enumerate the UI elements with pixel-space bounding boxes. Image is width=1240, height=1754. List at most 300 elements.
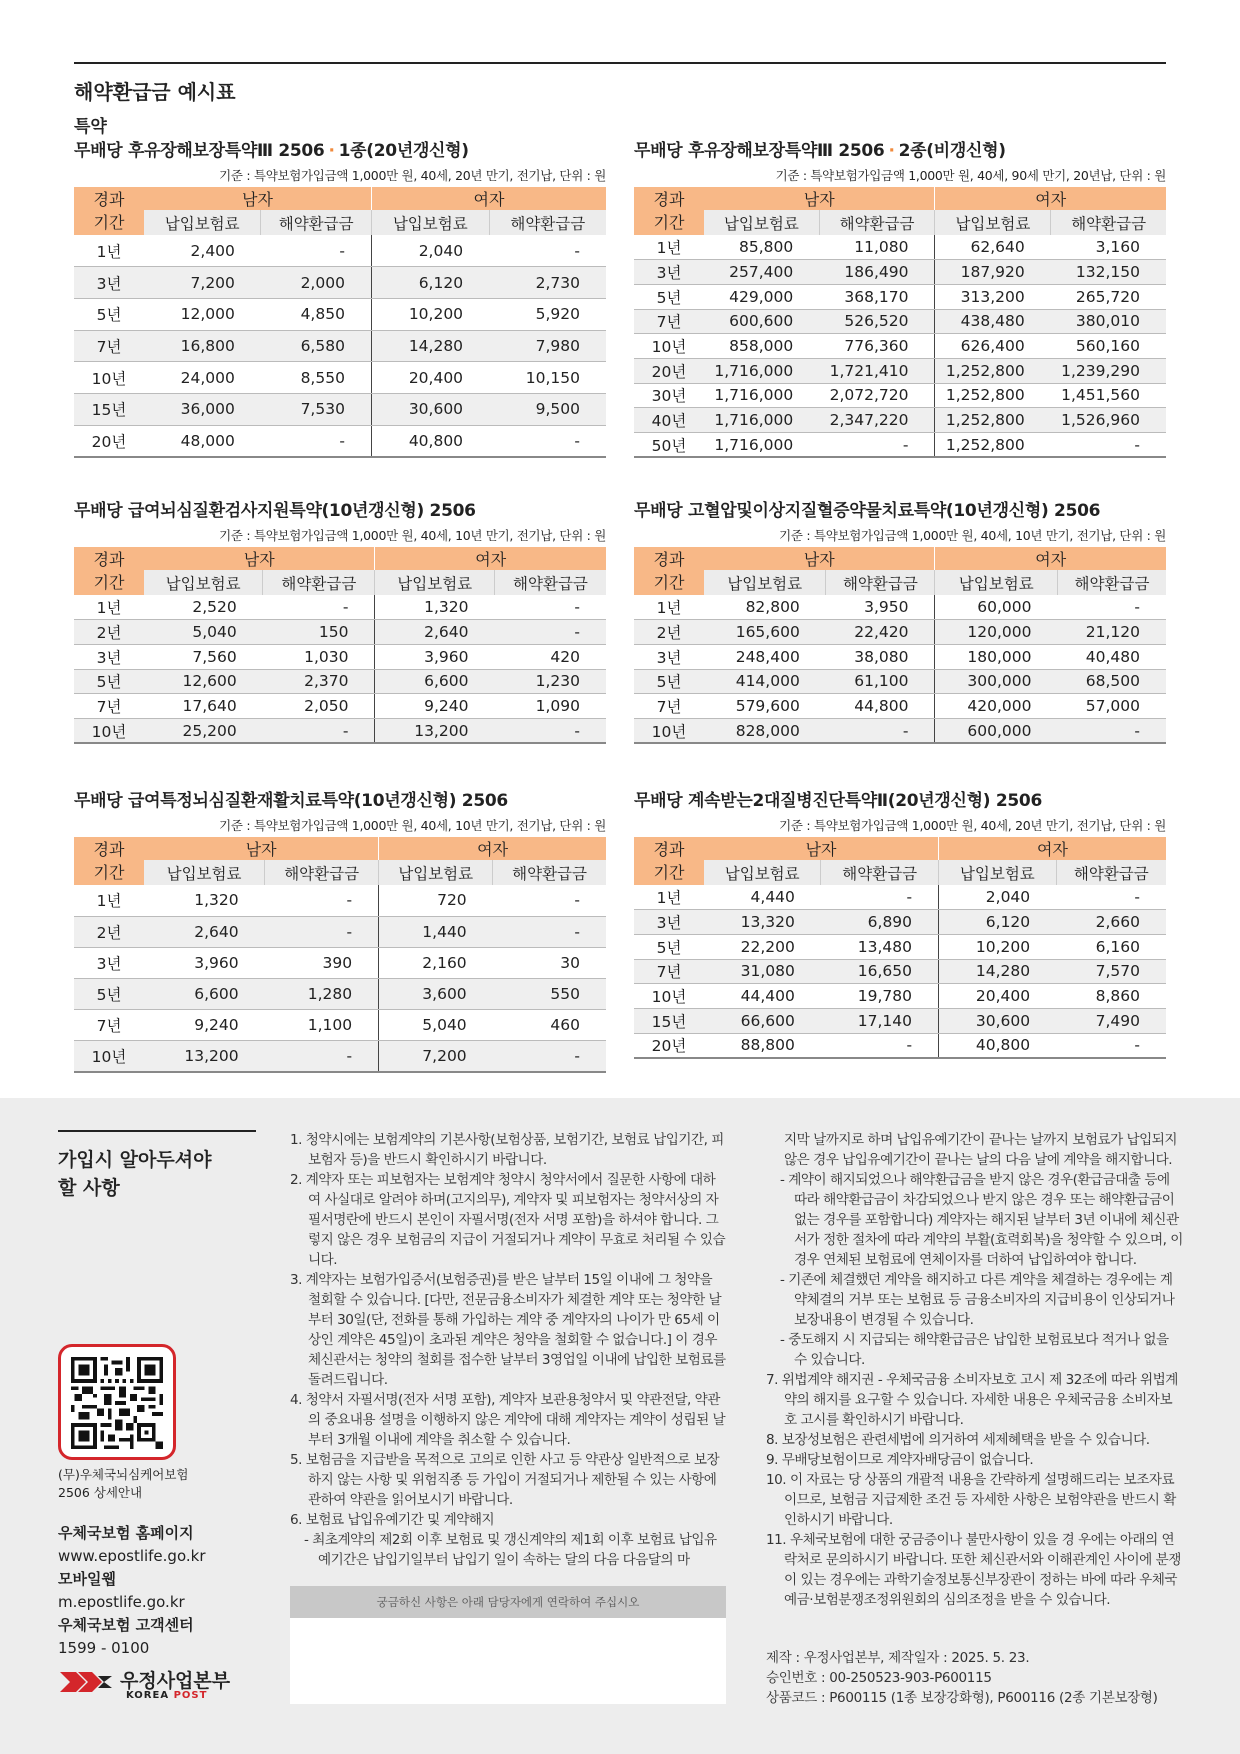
- refund-header: 해약환급금: [821, 860, 939, 885]
- female-premium-cell: 120,000: [935, 620, 1058, 645]
- period-cell: 3년: [74, 947, 144, 978]
- female-refund-cell: 7,490: [1056, 1008, 1166, 1033]
- notice-item: 6. 보험료 납입유예기간 및 계약해지: [290, 1512, 495, 1528]
- qr-code-icon: [71, 1357, 163, 1449]
- female-refund-cell: -: [493, 1041, 606, 1072]
- table-row: [634, 383, 1166, 408]
- period-cell: 20년: [634, 1033, 704, 1058]
- period-cell: 1년: [634, 235, 704, 260]
- refund-table-block: [634, 136, 1166, 458]
- table-row: [634, 959, 1166, 984]
- notice-item: 2. 계약자 또는 피보험자는 보험계약 청약시 청약서에서 질문한 사항에 대하여 사실대로 알려야 하며(고지의무), 계약자 및 피보험자는 청약서상의 자필서명란에 반드시 본인이 자필서명(전자 서명 포함)을 하셔야 합니다. 그렇지 않은 경우 보험금의 지급이 거절되거나 계약이 무효로 처리될 수 있습니다.: [290, 1172, 726, 1268]
- period-cell: 7년: [74, 330, 144, 362]
- table-basis: 기준 : 특약보험가입금액 1,000만 원, 40세, 20년 만기, 전기납, 단위 : 원: [219, 168, 606, 183]
- notice-item: 8. 보장성보험은 관련세법에 의거하여 세제혜택을 받을 수 있습니다.: [766, 1432, 1150, 1448]
- male-refund-cell: -: [265, 885, 379, 916]
- male-header: 남자: [144, 187, 371, 210]
- table-row: [634, 620, 1166, 645]
- female-premium-cell: 300,000: [935, 669, 1058, 694]
- male-refund-cell: -: [819, 433, 935, 458]
- table-row: [74, 595, 606, 620]
- period-cell: 10년: [634, 718, 704, 743]
- table-row: [74, 267, 606, 299]
- refund-header: 해약환급금: [265, 860, 379, 885]
- male-refund-cell: 38,080: [826, 644, 935, 669]
- notice-item: 9. 무배당보험이므로 계약자배당금이 없습니다.: [766, 1452, 1034, 1468]
- male-premium-cell: 2,520: [144, 595, 263, 620]
- male-refund-cell: -: [826, 718, 935, 743]
- homepage-link[interactable]: www.epostlife.go.kr: [58, 1547, 206, 1565]
- male-premium-cell: 24,000: [144, 362, 261, 394]
- notice-title-line-1: 가입시 알아두셔야: [58, 1149, 212, 1171]
- table-row: [74, 620, 606, 645]
- refund-header: 해약환급금: [263, 570, 375, 595]
- male-refund-cell: 1,280: [265, 979, 379, 1010]
- period-cell: 10년: [634, 334, 704, 359]
- male-header: 남자: [704, 547, 935, 570]
- refund-header: 해약환급금: [493, 860, 606, 885]
- logo-english: KOREA POST: [126, 1690, 208, 1701]
- male-premium-cell: 4,440: [704, 885, 821, 910]
- female-premium-cell: 1,252,800: [935, 408, 1051, 433]
- period-cell: 5년: [634, 284, 704, 309]
- table-row: [634, 260, 1166, 285]
- period-cell: 7년: [74, 694, 144, 719]
- premium-header: 납입보험료: [379, 860, 493, 885]
- male-premium-cell: 82,800: [704, 595, 826, 620]
- table-row: [634, 595, 1166, 620]
- notice-list-left: [290, 1130, 726, 1570]
- female-premium-cell: 2,040: [939, 885, 1057, 910]
- refund-table: [74, 547, 606, 744]
- period-cell: 1년: [74, 235, 144, 267]
- period-cell: 1년: [74, 595, 144, 620]
- notice-item: 지막 날까지로 하며 납입유예기간이 끝나는 날까지 보험료가 납입되지 않은 경우 납입유예기간이 끝나는 날의 다음 날에 계약을 해지합니다.: [784, 1132, 1178, 1168]
- period-cell: 7년: [634, 694, 704, 719]
- female-refund-cell: 460: [493, 1010, 606, 1041]
- notice-item: 1. 청약시에는 보험계약의 기본사항(보험상품, 보험기간, 보험료 납입기간, 피보험자 등)을 반드시 확인하시기 바랍니다.: [290, 1132, 724, 1168]
- refund-table-block: [74, 496, 606, 744]
- male-premium-cell: 5,040: [144, 620, 263, 645]
- female-premium-cell: 626,400: [935, 334, 1051, 359]
- notice-item: - 계약이 해지되었으나 해약환급금을 받지 않은 경우(환급금대출 등에 따라 해약환급금이 차감되었으나 받지 않은 경우 또는 해약환급금이 없는 경우를 포함합니다) 계약자는 해지된 날부터 3년 이내에 체신관서가 정한 절차에 따라 계약의 부활(효력회복)을 청약할 수 있으며, 이 경우 연체된 보험료에 연체이자를 더하여 납입하여야 합니다.: [780, 1172, 1183, 1268]
- logo-korean: 우정사업본부: [120, 1670, 231, 1692]
- female-premium-cell: 6,120: [371, 267, 489, 299]
- period-cell: 2년: [74, 916, 144, 947]
- table-row: [634, 334, 1166, 359]
- female-premium-cell: 10,200: [371, 298, 489, 330]
- male-refund-cell: 44,800: [826, 694, 935, 719]
- period-header: 경과 기간: [74, 837, 144, 885]
- table-title: 무배당 급여특정뇌심질환재활치료특약(10년갱신형) 2506: [74, 791, 508, 811]
- table-row: [634, 1033, 1166, 1058]
- male-refund-cell: 526,520: [819, 309, 935, 334]
- female-premium-cell: 10,200: [939, 934, 1057, 959]
- period-cell: 1년: [634, 885, 704, 910]
- female-header: 여자: [935, 547, 1166, 570]
- notice-item: 11. 우체국보험에 대한 궁금증이나 불만사항이 있을 경 우에는 아래의 연락처로 문의하시기 바랍니다. 또한 체신관서와 이해관계인 사이에 분쟁이 있는 경우에는 과학기술정보통신부장관이 정하는 바에 따라 우체국예금·보험분쟁조정위원회의 심의조정을 받을 수 있습니다.: [766, 1532, 1181, 1608]
- female-refund-cell: 265,720: [1051, 284, 1166, 309]
- female-refund-cell: -: [1051, 433, 1166, 458]
- male-premium-cell: 414,000: [704, 669, 826, 694]
- female-premium-cell: 40,800: [939, 1033, 1057, 1058]
- male-refund-cell: 8,550: [261, 362, 372, 394]
- female-premium-cell: 1,252,800: [935, 383, 1051, 408]
- male-premium-cell: 66,600: [704, 1008, 821, 1033]
- female-premium-cell: 14,280: [371, 330, 489, 362]
- male-premium-cell: 36,000: [144, 393, 261, 425]
- period-header: 경과 기간: [634, 837, 704, 885]
- female-refund-cell: -: [493, 885, 606, 916]
- male-refund-cell: 2,050: [263, 694, 375, 719]
- premium-header: 납입보험료: [935, 570, 1058, 595]
- female-header: 여자: [371, 187, 606, 210]
- refund-header: 해약환급금: [1051, 210, 1166, 235]
- mobile-label: 모바일웹: [58, 1570, 116, 1588]
- notice-item: 10. 이 자료는 당 상품의 개괄적 내용을 간략하게 설명해드리는 보조자료 이므로, 보험금 지급제한 조건 등 자세한 사항은 보험약관을 반드시 확인하시기 바랍니다.: [766, 1472, 1176, 1528]
- period-cell: 3년: [634, 910, 704, 935]
- table-row: [74, 362, 606, 394]
- refund-table-block: [74, 786, 606, 1073]
- female-refund-cell: 1,526,960: [1051, 408, 1166, 433]
- period-cell: 1년: [634, 595, 704, 620]
- korea-post-logo-icon: [58, 1668, 114, 1702]
- female-premium-cell: 313,200: [935, 284, 1051, 309]
- korea-post-logo: [58, 1666, 278, 1706]
- table-basis: 기준 : 특약보험가입금액 1,000만 원, 40세, 90세 만기, 20년납, 단위 : 원: [775, 168, 1166, 183]
- period-header: 경과 기간: [634, 187, 704, 235]
- period-cell: 3년: [74, 267, 144, 299]
- male-premium-cell: 6,600: [144, 979, 265, 1010]
- male-premium-cell: 1,716,000: [704, 433, 819, 458]
- period-cell: 2년: [74, 620, 144, 645]
- male-header: 남자: [704, 837, 939, 860]
- table-row: [634, 309, 1166, 334]
- female-refund-cell: 57,000: [1057, 694, 1166, 719]
- premium-header: 납입보험료: [935, 210, 1051, 235]
- male-refund-cell: -: [263, 595, 375, 620]
- period-cell: 5년: [634, 934, 704, 959]
- female-refund-cell: 2,730: [489, 267, 606, 299]
- period-cell: 3년: [634, 644, 704, 669]
- female-premium-cell: 187,920: [935, 260, 1051, 285]
- inquiry-box: [290, 1586, 726, 1704]
- period-cell: 20년: [74, 425, 144, 457]
- period-cell: 7년: [74, 1010, 144, 1041]
- female-premium-cell: 30,600: [371, 393, 489, 425]
- female-refund-cell: -: [494, 620, 606, 645]
- male-premium-cell: 1,716,000: [704, 408, 819, 433]
- male-premium-cell: 858,000: [704, 334, 819, 359]
- male-header: 남자: [144, 547, 375, 570]
- female-refund-cell: -: [489, 425, 606, 457]
- table-title: 무배당 계속받는2대질병진단특약Ⅱ(20년갱신형) 2506: [634, 791, 1042, 811]
- male-refund-cell: 186,490: [819, 260, 935, 285]
- table-row: [634, 885, 1166, 910]
- table-title: 무배당 급여뇌심질환검사지원특약(10년갱신형) 2506: [74, 501, 476, 521]
- male-refund-cell: 22,420: [826, 620, 935, 645]
- period-cell: 1년: [74, 885, 144, 916]
- male-refund-cell: -: [265, 916, 379, 947]
- male-premium-cell: 257,400: [704, 260, 819, 285]
- male-premium-cell: 248,400: [704, 644, 826, 669]
- period-cell: 5년: [74, 669, 144, 694]
- refund-header: 해약환급금: [1056, 860, 1166, 885]
- approval-number: 승인번호 : 00-250523-903-P600115: [766, 1670, 992, 1686]
- female-refund-cell: 2,660: [1056, 910, 1166, 935]
- male-refund-cell: 2,347,220: [819, 408, 935, 433]
- male-refund-cell: 19,780: [821, 984, 939, 1009]
- table-row: [74, 669, 606, 694]
- male-refund-cell: 1,100: [265, 1010, 379, 1041]
- premium-header: 납입보험료: [704, 570, 826, 595]
- male-refund-cell: 13,480: [821, 934, 939, 959]
- inquiry-header: 궁금하신 사항은 아래 담당자에게 연락하여 주십시오: [290, 1586, 726, 1618]
- refund-header: 해약환급금: [494, 570, 606, 595]
- female-refund-cell: 1,090: [494, 694, 606, 719]
- table-title: 무배당 고혈압및이상지질혈증약물치료특약(10년갱신형) 2506: [634, 501, 1101, 521]
- female-premium-cell: 2,160: [379, 947, 493, 978]
- male-refund-cell: 2,072,720: [819, 383, 935, 408]
- table-row: [74, 947, 606, 978]
- refund-table-block: [74, 136, 606, 458]
- male-premium-cell: 1,716,000: [704, 383, 819, 408]
- period-cell: 50년: [634, 433, 704, 458]
- male-premium-cell: 7,560: [144, 644, 263, 669]
- period-cell: 10년: [74, 1041, 144, 1072]
- female-refund-cell: 7,980: [489, 330, 606, 362]
- male-premium-cell: 1,320: [144, 885, 265, 916]
- male-premium-cell: 12,600: [144, 669, 263, 694]
- table-row: [74, 330, 606, 362]
- female-premium-cell: 14,280: [939, 959, 1057, 984]
- premium-header: 납입보험료: [144, 570, 263, 595]
- female-premium-cell: 3,600: [379, 979, 493, 1010]
- table-row: [74, 1041, 606, 1072]
- female-refund-cell: 380,010: [1051, 309, 1166, 334]
- male-refund-cell: -: [265, 1041, 379, 1072]
- male-premium-cell: 2,400: [144, 235, 261, 267]
- refund-table: [74, 837, 606, 1073]
- male-refund-cell: -: [821, 1033, 939, 1058]
- period-cell: 15년: [634, 1008, 704, 1033]
- female-refund-cell: 1,230: [494, 669, 606, 694]
- table-row: [634, 644, 1166, 669]
- female-refund-cell: 1,451,560: [1051, 383, 1166, 408]
- male-refund-cell: -: [261, 235, 372, 267]
- female-premium-cell: 30,600: [939, 1008, 1057, 1033]
- table-row: [634, 984, 1166, 1009]
- table-row: [634, 1008, 1166, 1033]
- female-refund-cell: -: [1057, 718, 1166, 743]
- male-premium-cell: 429,000: [704, 284, 819, 309]
- top-rule: [74, 62, 1166, 64]
- female-refund-cell: 550: [493, 979, 606, 1010]
- premium-header: 납입보험료: [704, 860, 821, 885]
- male-refund-cell: 16,650: [821, 959, 939, 984]
- table-row: [634, 718, 1166, 743]
- male-premium-cell: 165,600: [704, 620, 826, 645]
- table-row: [634, 358, 1166, 383]
- period-header: 경과 기간: [74, 547, 144, 595]
- table-row: [74, 425, 606, 457]
- female-refund-cell: -: [494, 718, 606, 743]
- table-row: [634, 408, 1166, 433]
- center-label: 우체국보험 고객센터: [58, 1616, 194, 1634]
- male-premium-cell: 1,716,000: [704, 358, 819, 383]
- mobile-link[interactable]: m.epostlife.go.kr: [58, 1593, 185, 1611]
- male-refund-cell: 3,950: [826, 595, 935, 620]
- table-row: [74, 644, 606, 669]
- refund-header: 해약환급금: [489, 210, 606, 235]
- male-refund-cell: 2,000: [261, 267, 372, 299]
- female-header: 여자: [939, 837, 1166, 860]
- premium-header: 납입보험료: [704, 210, 819, 235]
- table-row: [74, 694, 606, 719]
- qr-caption-line-1: (무)우체국뇌심케어보험: [58, 1467, 189, 1482]
- male-premium-cell: 7,200: [144, 267, 261, 299]
- male-premium-cell: 13,200: [144, 1041, 265, 1072]
- table-basis: 기준 : 특약보험가입금액 1,000만 원, 40세, 10년 만기, 전기납, 단위 : 원: [219, 818, 606, 833]
- female-premium-cell: 420,000: [935, 694, 1058, 719]
- center-phone[interactable]: 1599 - 0100: [58, 1639, 150, 1657]
- notice-item: - 중도해지 시 지급되는 해약환급금은 납입한 보험료보다 적거나 없을 수 있습니다.: [780, 1332, 1169, 1368]
- production-line: 제작 : 우정사업본부, 제작일자 : 2025. 5. 23.: [766, 1650, 1030, 1666]
- male-premium-cell: 85,800: [704, 235, 819, 260]
- female-refund-cell: 40,480: [1057, 644, 1166, 669]
- refund-table-block: [634, 496, 1166, 744]
- period-header: 경과 기간: [74, 187, 144, 235]
- male-premium-cell: 88,800: [704, 1033, 821, 1058]
- male-premium-cell: 12,000: [144, 298, 261, 330]
- male-refund-cell: 1,721,410: [819, 358, 935, 383]
- male-premium-cell: 13,320: [704, 910, 821, 935]
- period-cell: 15년: [74, 393, 144, 425]
- male-refund-cell: 1,030: [263, 644, 375, 669]
- period-cell: 2년: [634, 620, 704, 645]
- male-refund-cell: 6,580: [261, 330, 372, 362]
- female-refund-cell: 10,150: [489, 362, 606, 394]
- refund-table: [634, 187, 1166, 458]
- premium-header: 납입보험료: [144, 860, 265, 885]
- male-refund-cell: 7,530: [261, 393, 372, 425]
- female-premium-cell: 600,000: [935, 718, 1058, 743]
- period-cell: 7년: [634, 959, 704, 984]
- refund-table: [634, 547, 1166, 744]
- period-cell: 10년: [74, 362, 144, 394]
- female-premium-cell: 180,000: [935, 644, 1058, 669]
- period-cell: 30년: [634, 383, 704, 408]
- refund-table: [74, 187, 606, 458]
- notice-item: 4. 청약서 자필서명(전자 서명 포함), 계약자 보관용청약서 및 약관전달, 약관의 중요내용 설명을 이행하지 않은 계약에 대해 계약자는 계약이 성립된 날부터 3개월 이내에 계약을 취소할 수 있습니다.: [290, 1392, 726, 1448]
- female-premium-cell: 60,000: [935, 595, 1058, 620]
- female-premium-cell: 6,120: [939, 910, 1057, 935]
- refund-header: 해약환급금: [261, 210, 372, 235]
- male-premium-cell: 600,600: [704, 309, 819, 334]
- male-refund-cell: -: [263, 718, 375, 743]
- notice-item: - 최초계약의 제2회 이후 보험료 및 갱신계약의 제1회 이후 보험료 납입유예기간은 납입기일부터 납입기 일이 속하는 달의 다음 다음달의 마: [304, 1532, 717, 1568]
- female-premium-cell: 20,400: [939, 984, 1057, 1009]
- refund-header: 해약환급금: [826, 570, 935, 595]
- female-refund-cell: 21,120: [1057, 620, 1166, 645]
- table-row: [74, 393, 606, 425]
- male-refund-cell: 17,140: [821, 1008, 939, 1033]
- section-subtitle: 특약: [74, 117, 107, 137]
- refund-table-block: [634, 786, 1166, 1059]
- female-refund-cell: 3,160: [1051, 235, 1166, 260]
- female-premium-cell: 3,960: [375, 644, 494, 669]
- refund-table: [634, 837, 1166, 1059]
- period-cell: 5년: [74, 298, 144, 330]
- male-premium-cell: 44,400: [704, 984, 821, 1009]
- female-premium-cell: 720: [379, 885, 493, 916]
- female-refund-cell: -: [1057, 595, 1166, 620]
- period-cell: 10년: [74, 718, 144, 743]
- male-refund-cell: 2,370: [263, 669, 375, 694]
- female-premium-cell: 5,040: [379, 1010, 493, 1041]
- table-row: [634, 235, 1166, 260]
- notice-item: 5. 보험금을 지급받을 목적으로 고의로 인한 사고 등 약관상 일반적으로 보장하지 않는 사항 및 위험직종 등 가입이 거절되거나 제한될 수 있는 사항에 관하여 약관을 읽어보시기 바랍니다.: [290, 1452, 720, 1508]
- female-refund-cell: 30: [493, 947, 606, 978]
- male-refund-cell: 776,360: [819, 334, 935, 359]
- period-cell: 5년: [634, 669, 704, 694]
- qr-caption-line-2: 2506 상세안내: [58, 1485, 143, 1500]
- female-refund-cell: 7,570: [1056, 959, 1166, 984]
- notice-item: 3. 계약자는 보험가입증서(보험증권)를 받은 날부터 15일 이내에 그 청약을 철회할 수 있습니다. [다만, 전문금융소비자가 체결한 계약 또는 청약한 날부터 30일(단, 전화를 통해 가입하는 계약 중 계약자의 나이가 만 65세 이상인 계약은 45일)이 초과된 계약은 청약을 철회할 수 없습니다.] 이 경우 체신관서는 청약의 철회를 접수한 날부터 3영업일 이내에 납입한 보험료를 돌려드립니다.: [290, 1272, 726, 1388]
- footer-rule: [58, 1130, 256, 1132]
- table-basis: 기준 : 특약보험가입금액 1,000만 원, 40세, 20년 만기, 전기납, 단위 : 원: [779, 818, 1166, 833]
- page-title: 해약환급금 예시표: [74, 80, 236, 104]
- female-premium-cell: 1,252,800: [935, 358, 1051, 383]
- female-refund-cell: 420: [494, 644, 606, 669]
- female-premium-cell: 1,252,800: [935, 433, 1051, 458]
- female-refund-cell: 560,160: [1051, 334, 1166, 359]
- female-premium-cell: 6,600: [375, 669, 494, 694]
- table-title: 무배당 후유장해보장특약Ⅲ 2506 · 1종(20년갱신형): [74, 141, 469, 161]
- table-basis: 기준 : 특약보험가입금액 1,000만 원, 40세, 10년 만기, 전기납, 단위 : 원: [219, 528, 606, 543]
- production-info: [766, 1648, 1158, 1708]
- female-premium-cell: 13,200: [375, 718, 494, 743]
- male-header: 남자: [144, 837, 379, 860]
- female-refund-cell: -: [1056, 885, 1166, 910]
- female-refund-cell: -: [1056, 1033, 1166, 1058]
- female-premium-cell: 7,200: [379, 1041, 493, 1072]
- female-premium-cell: 2,640: [375, 620, 494, 645]
- notice-item: 7. 위법계약 해지권 - 우체국금융 소비자보호 고시 제 32조에 따라 위법계약의 해지를 요구할 수 있습니다. 자세한 내용은 우체국금융 소비자보호 고시를 확인하시기 바랍니다.: [766, 1372, 1178, 1428]
- male-refund-cell: 61,100: [826, 669, 935, 694]
- refund-header: 해약환급금: [819, 210, 935, 235]
- notice-title: [58, 1146, 258, 1202]
- female-header: 여자: [379, 837, 606, 860]
- table-row: [634, 910, 1166, 935]
- female-premium-cell: 9,240: [375, 694, 494, 719]
- female-refund-cell: 68,500: [1057, 669, 1166, 694]
- male-premium-cell: 579,600: [704, 694, 826, 719]
- qr-code[interactable]: [58, 1344, 176, 1460]
- female-premium-cell: 2,040: [371, 235, 489, 267]
- period-cell: 5년: [74, 979, 144, 1010]
- male-premium-cell: 22,200: [704, 934, 821, 959]
- period-cell: 3년: [74, 644, 144, 669]
- notice-item: - 기존에 체결했던 계약을 해지하고 다른 계약을 체결하는 경우에는 계약체결의 거부 또는 보험료 등 금융소비자의 지급비용이 인상되거나 보장내용이 변경될 수 있습니다.: [780, 1272, 1175, 1328]
- male-refund-cell: 390: [265, 947, 379, 978]
- table-title: 무배당 후유장해보장특약Ⅲ 2506 · 2종(비갱신형): [634, 141, 1006, 161]
- table-row: [74, 298, 606, 330]
- female-refund-cell: -: [489, 235, 606, 267]
- male-refund-cell: -: [261, 425, 372, 457]
- table-row: [634, 284, 1166, 309]
- female-premium-cell: 40,800: [371, 425, 489, 457]
